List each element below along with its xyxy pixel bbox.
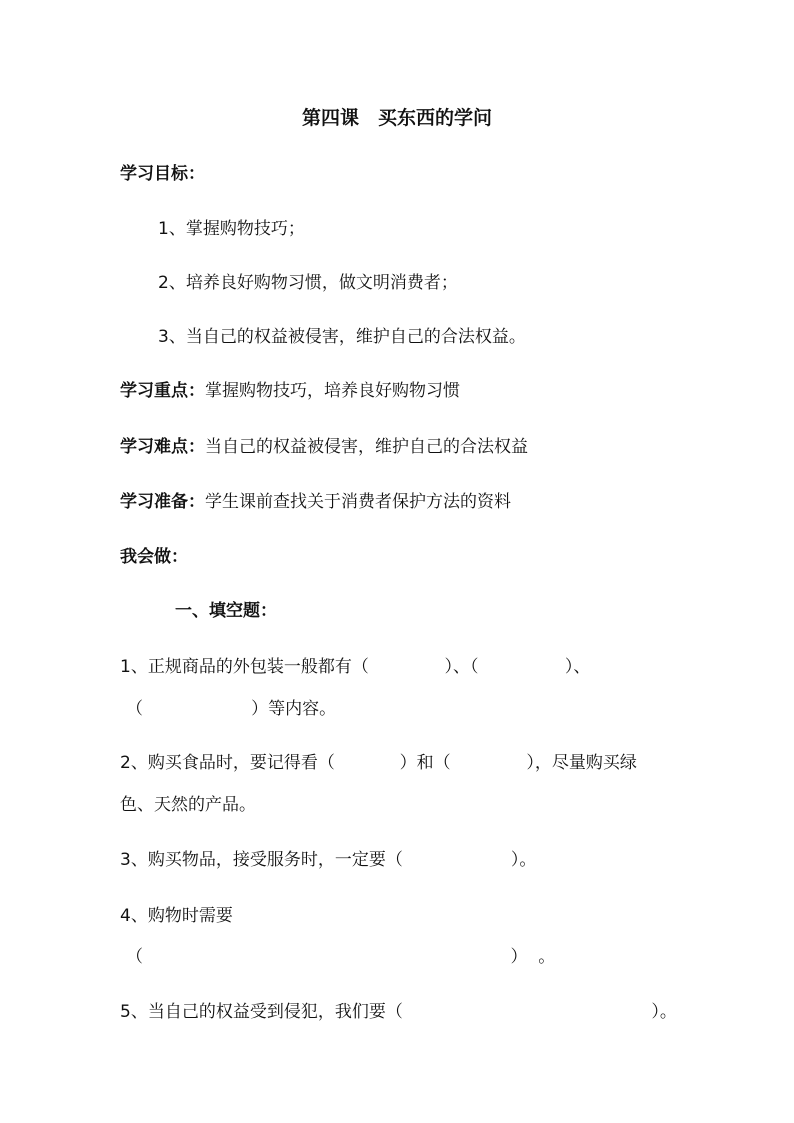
key-point-row — [120, 380, 460, 402]
question-4-line-2: （ ） 。 — [126, 947, 556, 967]
question-1-line-2: （ ）等内容。 — [126, 699, 337, 719]
difficulty-text: 当自己的权益被侵害，维护自己的合法权益 — [205, 437, 528, 457]
question-2-line-2: 色、天然的产品。 — [120, 795, 256, 815]
preparation-row — [120, 491, 511, 513]
question-3: 3、购买物品，接受服务时，一定要（ ）。 — [120, 850, 537, 870]
page-title: 第四课 买东西的学问 — [301, 107, 492, 129]
objective-item-1: 1、掌握购物技巧； — [158, 219, 305, 239]
difficulty-row — [120, 436, 528, 458]
key-point-text: 掌握购物技巧，培养良好购物习惯 — [205, 381, 460, 401]
objective-item-3: 3、当自己的权益被侵害，维护自己的合法权益。 — [158, 327, 526, 347]
objective-item-2: 2、培养良好购物习惯，做文明消费者； — [158, 273, 458, 293]
question-2-line-1: 2、购买食品时，要记得看（ ）和（ ），尽量购买绿 — [120, 753, 637, 773]
objectives-heading: 学习目标： — [120, 164, 205, 184]
fill-blank-heading: 一、填空题： — [175, 601, 277, 621]
key-point-label: 学习重点： — [120, 381, 205, 401]
question-4-line-1: 4、购物时需要 — [120, 906, 233, 926]
difficulty-label: 学习难点： — [120, 437, 205, 457]
question-5: 5、当自己的权益受到侵犯，我们要（ ）。 — [120, 1002, 677, 1022]
i-can-do-heading: 我会做： — [120, 547, 188, 567]
question-1-line-1: 1、正规商品的外包装一般都有（ ）、（ ）、 — [120, 657, 591, 677]
preparation-text: 学生课前查找关于消费者保护方法的资料 — [205, 492, 511, 512]
preparation-label: 学习准备： — [120, 492, 205, 512]
